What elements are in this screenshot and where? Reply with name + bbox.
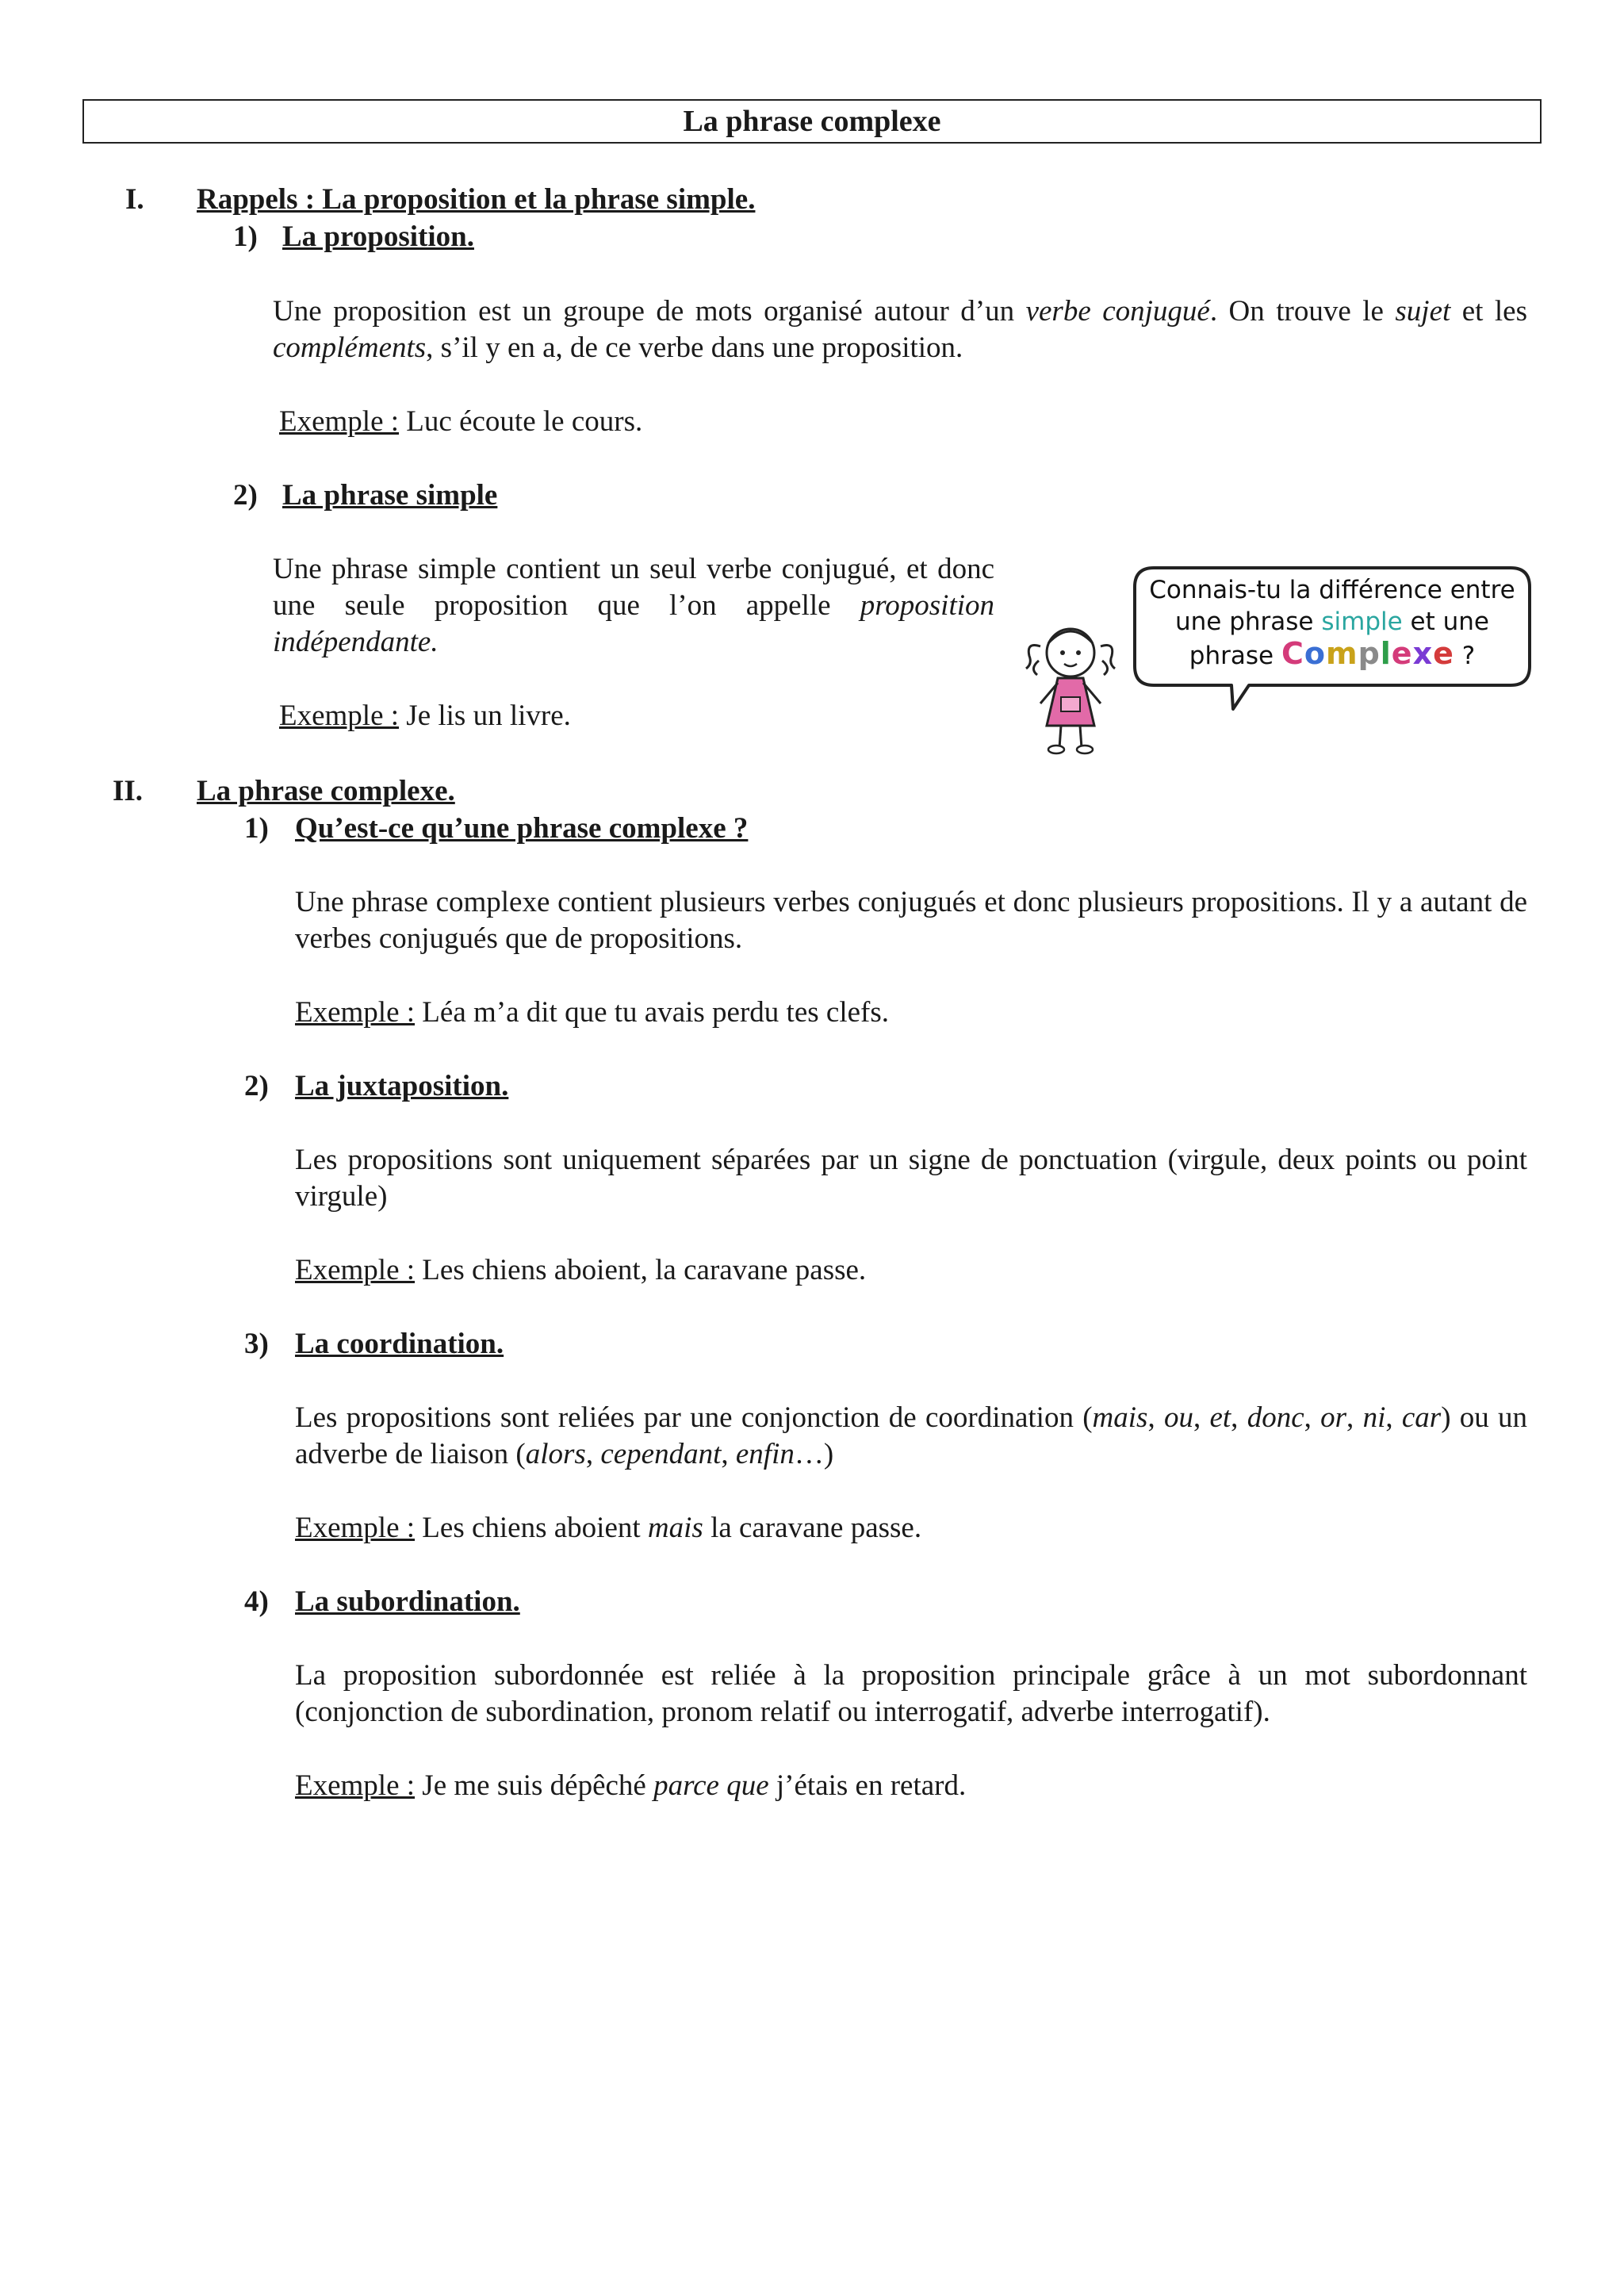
subsection-2-1-number: 1) [244, 812, 269, 845]
section-2-heading: La phrase complexe. [197, 775, 455, 807]
example-2-4: Exemple : Je me suis dépêché parce que j’étais en retard. [295, 1769, 967, 1802]
subsection-1-1-heading: La proposition. [282, 220, 474, 253]
subsection-2-3-heading: La coordination. [295, 1328, 504, 1360]
juxtaposition-definition: Les propositions sont uniquement séparées par un signe de ponctuation (virgule, deux points ou point virgule) [295, 1144, 1527, 1213]
complexe-letter: p [1358, 636, 1381, 671]
example-2-2: Exemple : Les chiens aboient, la caravane passe. [295, 1254, 867, 1286]
subsection-2-3-number: 3) [244, 1328, 269, 1360]
page-title: La phrase complexe [82, 99, 1542, 144]
subsection-1-1-number: 1) [233, 220, 258, 253]
complexe-letter: l [1380, 636, 1392, 671]
complexe-letter: m [1325, 636, 1358, 671]
speech-bubble-text: Connais-tu la différence entre une phrase simple et une phrase Complexe ? [1149, 576, 1515, 671]
complexe-letter: C [1281, 636, 1304, 671]
subsection-2-2-number: 2) [244, 1070, 269, 1102]
complexe-colored-word [1281, 636, 1454, 671]
subsection-2-4-heading: La subordination. [295, 1585, 520, 1618]
complexe-letter: e [1433, 636, 1454, 671]
subsection-1-2-heading: La phrase simple [282, 479, 498, 512]
simple-sentence-definition: Une phrase simple contient un seul verbe conjugué, et donc une seule proposition que l’on appelle proposition indépendante. [273, 553, 994, 658]
subordination-definition: La proposition subordonnée est reliée à la proposition principale grâce à un mot subordonnant (conjonction de subordination, pronom relatif ou interrogatif, adverbe interrogatif). [295, 1659, 1527, 1728]
proposition-definition: Une proposition est un groupe de mots organisé autour d’un verbe conjugué. On trouve le sujet et les compléments, s’il y en a, de ce verbe dans une proposition. [273, 295, 1528, 364]
section-2-numeral: II. [113, 775, 144, 807]
example-1-2: Exemple : Je lis un livre. [279, 700, 571, 732]
girl-illustration-icon [1023, 615, 1118, 757]
section-1-numeral: I. [125, 183, 144, 216]
complexe-letter: o [1304, 636, 1326, 671]
complexe-letter: x [1412, 636, 1434, 671]
subsection-1-2-number: 2) [233, 479, 258, 512]
coordination-definition: Les propositions sont reliées par une conjonction de coordination (mais, ou, et, donc, or, ni, car) ou un adverbe de liaison (alors, cependant, enfin…) [295, 1401, 1528, 1470]
complexe-letter: e [1391, 636, 1413, 671]
example-2-3: Exemple : Les chiens aboient mais la caravane passe. [295, 1512, 922, 1544]
section-1-heading: Rappels : La proposition et la phrase simple. [197, 183, 756, 216]
example-2-1: Exemple : Léa m’a dit que tu avais perdu tes clefs. [295, 996, 889, 1029]
subsection-2-2-heading: La juxtaposition. [295, 1070, 509, 1102]
subsection-2-1-heading: Qu’est-ce qu’une phrase complexe ? [295, 812, 749, 845]
complex-sentence-definition: Une phrase complexe contient plusieurs verbes conjugués et donc plusieurs propositions. Il y a autant de verbes conjugués que de propositions. [295, 886, 1527, 955]
example-1-1: Exemple : Luc écoute le cours. [279, 405, 643, 438]
subsection-2-4-number: 4) [244, 1585, 269, 1618]
